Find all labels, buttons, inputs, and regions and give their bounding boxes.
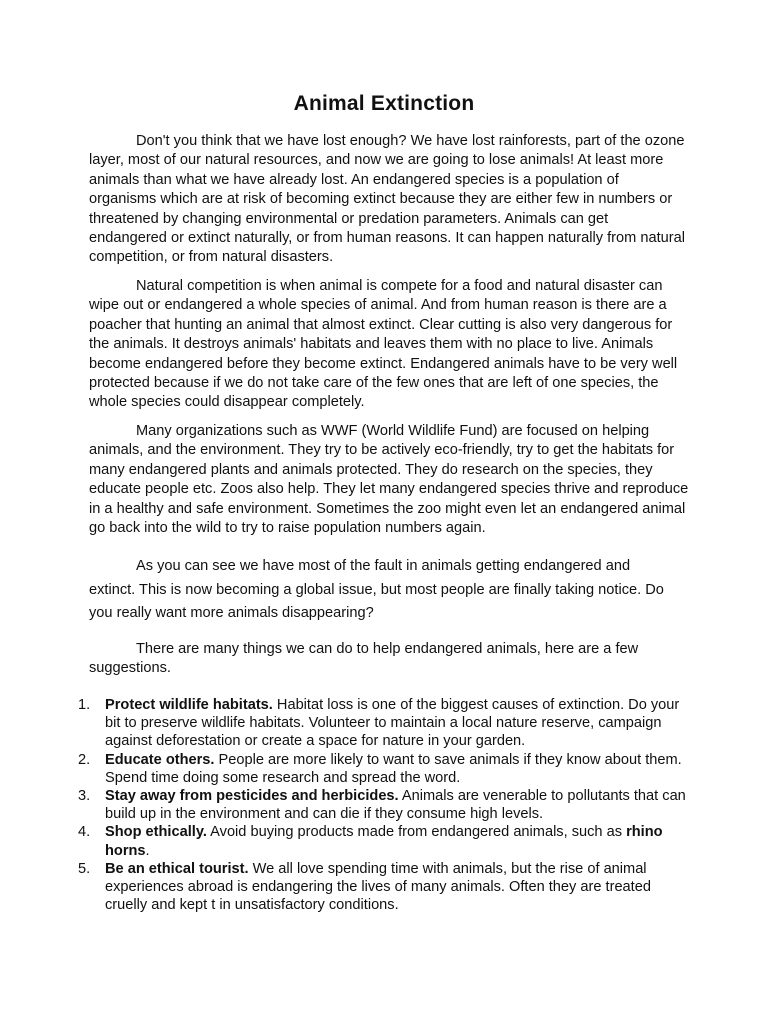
paragraph-suggestions-intro: There are many things we can do to help endangered animals, here are a few suggestions. — [89, 641, 639, 677]
paragraph-conclusion: As you can see we have most of the fault in animals getting endangered and extinct. This is now becoming a global issue, but most people are finally taking notice. Do you really want more animals disappearing? — [89, 558, 664, 621]
list-item-text: People are more likely to want to save animals if they know about them. Spend time doing some research and spread the word. — [105, 751, 682, 786]
list-item — [78, 751, 690, 787]
paragraph-causes: Natural competition is when animal is compete for a food and natural disaster can wipe out or endangered a whole species of animal. And from human reason is there are a poacher that hunting an animal that almost extinct. Clear cutting is also very dangerous for the animals. It destroys animals' habitats and leaves them with no place to live. Animals become endangered before they become extinct. Endangered animals have to be very well protected because if we do not take care of the few ones that are left of one species, the whole species could disappear completely. — [89, 278, 678, 411]
list-item-heading: Be an ethical tourist. — [105, 860, 249, 877]
list-item-heading: Protect wildlife habitats. — [105, 697, 273, 713]
paragraph-organizations: Many organizations such as WWF (World Wildlife Fund) are focused on helping animals, and the environment. They try to be actively eco-friendly, try to get the habitats for many endangered plants and animals protected. They do research on the species, they educate people etc. Zoos also help. They let many endangered species thrive and reproduce in a healthy and safe environment. Sometimes the zoo might even let an endangered animal go back into the wild to try to raise population numbers again. — [89, 423, 689, 537]
list-item-number: 4. — [78, 824, 91, 841]
list-item — [78, 860, 690, 915]
list-item-heading: Educate others. — [105, 751, 215, 768]
paragraph-intro: Don't you think that we have lost enough? We have lost rainforests, part of the ozone layer, most of our natural resources, and now we are going to lose animals! At least more animals than what we have already lost. An endangered species is a population of organisms which are at risk of becoming extinct because they are either few in numbers or threatened by changing environmental or predation parameters. Animals can get endangered or extinct naturally, or from human reasons. It can happen naturally from natural competition, or from natural disasters. — [89, 133, 685, 266]
document-title: Animal Extinction — [293, 92, 475, 115]
list-item — [78, 696, 690, 751]
suggestions-list — [78, 696, 690, 914]
list-item-heading: Stay away from pesticides and herbicides. — [105, 788, 399, 805]
list-item-text: Habitat loss is one of the biggest causes of extinction. Do your bit to preserve wildlife habitats. Volunteer to maintain a local nature reserve, campaign against deforestation or create a space for nature in your garden. — [105, 697, 680, 750]
list-item-number: 5. — [78, 860, 91, 877]
list-item-text: Animals are venerable to pollutants that can build up in the environment and can die if they consume high levels. — [105, 788, 686, 823]
list-item-text: We all love spending time with animals, but the rise of animal experiences abroad is endangering the lives of many animals. Often they are treated cruelly and kept t in unsatisfactory conditions. — [105, 860, 651, 914]
list-item-tail: . — [145, 842, 150, 859]
list-item-number: 1. — [78, 697, 91, 713]
list-item — [78, 823, 690, 859]
list-item — [78, 787, 690, 823]
list-item-number: 2. — [78, 751, 91, 768]
list-item-emphasis: rhino horns — [105, 824, 663, 859]
list-item-heading: Shop ethically. — [105, 824, 207, 841]
list-item-text: Avoid buying products made from endangered animals, such as — [206, 824, 627, 841]
list-item-number: 3. — [78, 788, 91, 805]
